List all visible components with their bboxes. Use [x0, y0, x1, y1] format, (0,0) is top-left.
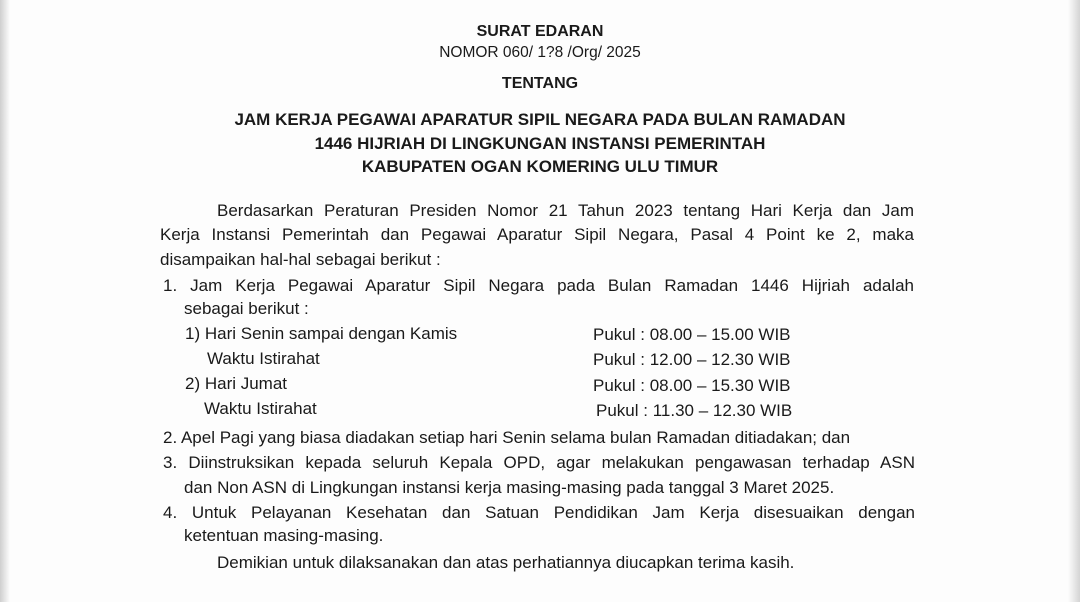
- intro-line-3: disampaikan hal-hal sebagai berikut :: [160, 250, 441, 269]
- item-3-line-1: 3. Diinstruksikan kepada seluruh Kepala OPD, agar melakukan pengawasan terhadap ASN: [163, 453, 915, 472]
- letter-title: SURAT EDARAN: [476, 23, 604, 40]
- schedule-label-3: 2) Hari Jumat: [185, 374, 288, 393]
- item-1-line-2: sebagai berikut :: [184, 299, 309, 318]
- item-4-line-1: 4. Untuk Pelayanan Kesehatan dan Satuan Pendidikan Jam Kerja disesuaikan dengan: [163, 503, 915, 522]
- closing-line: Demikian untuk dilaksanakan dan atas perhatiannya diucapkan terima kasih.: [217, 553, 795, 572]
- intro-line-1: Berdasarkan Peraturan Presiden Nomor 21 Tahun 2023 tentang Hari Kerja dan Jam: [217, 201, 914, 220]
- schedule-time-1: Pukul : 08.00 – 15.00 WIB: [593, 325, 791, 344]
- schedule-label-1: 1) Hari Senin sampai dengan Kamis: [185, 324, 458, 343]
- item-2: 2. Apel Pagi yang biasa diadakan setiap hari Senin selama bulan Ramadan ditiadakan; dan: [163, 428, 851, 447]
- item-4-line-2: ketentuan masing-masing.: [184, 526, 384, 545]
- intro-line-2: Kerja Instansi Pemerintah dan Pegawai Aparatur Sipil Negara, Pasal 4 Point ke 2, maka: [160, 225, 914, 244]
- subject-line-3: KABUPATEN OGAN KOMERING ULU TIMUR: [361, 157, 719, 176]
- item-1-line-1: 1. Jam Kerja Pegawai Aparatur Sipil Negara pada Bulan Ramadan 1446 Hijriah adalah: [163, 276, 914, 295]
- schedule-time-2: Pukul : 12.00 – 12.30 WIB: [593, 350, 791, 369]
- schedule-label-4: Waktu Istirahat: [204, 399, 317, 418]
- schedule-time-4: Pukul : 11.30 – 12.30 WIB: [596, 401, 793, 420]
- subject-line-2: 1446 HIJRIAH DI LINGKUNGAN INSTANSI PEMERINTAH: [314, 134, 766, 153]
- schedule-label-2: Waktu Istirahat: [207, 349, 320, 368]
- item-3-line-2: dan Non ASN di Lingkungan instansi kerja masing-masing pada tanggal 3 Maret 2025.: [184, 478, 835, 497]
- schedule-time-3: Pukul : 08.00 – 15.30 WIB: [593, 376, 791, 395]
- letter-number: NOMOR 060/ 1?8 /Org/ 2025: [439, 44, 641, 61]
- subject-line-1: JAM KERJA PEGAWAI APARATUR SIPIL NEGARA PADA BULAN RAMADAN: [234, 110, 846, 129]
- tentang-label: TENTANG: [501, 75, 579, 92]
